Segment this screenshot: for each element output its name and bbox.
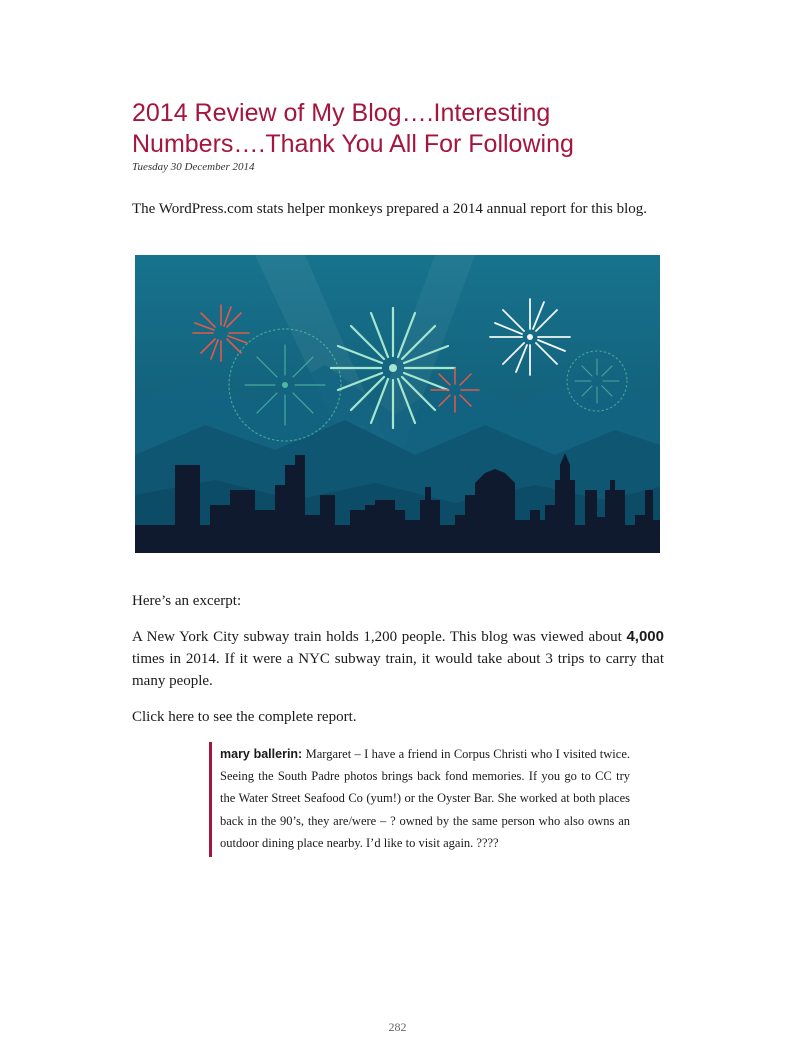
hero-image: [135, 255, 660, 553]
excerpt-text-2: times in 2014. If it were a NYC subway train, it would take about 3 trips to carry that many people.: [132, 651, 664, 689]
views-count: 4,000: [626, 628, 664, 645]
post-title: 2014 Review of My Blog….Interesting Numbers….Thank You All For Following: [132, 99, 574, 158]
excerpt-paragraph: [132, 626, 664, 692]
comment-text: Margaret – I have a friend in Corpus Christi who I visited twice. Seeing the South Padre photos brings back fond memories. If you go to CC try the Water Street Seafood Co (yum!) or the Oyster Bar. She worked at both places back in the 90’s, they are/were – ? owned by the same person who also owns an outdoor dining place nearby. I’d like to visit again. ????: [220, 747, 631, 850]
comment-author: mary ballerin:: [220, 747, 303, 761]
excerpt-text-1: A New York City subway train holds 1,200 people. This blog was viewed about: [132, 629, 627, 645]
excerpt-label: Here’s an excerpt:: [132, 593, 242, 609]
report-link[interactable]: Click here to see the complete report.: [132, 709, 357, 725]
post-date: Tuesday 30 December 2014: [132, 161, 255, 173]
fireworks-skyline-illustration: [135, 255, 660, 553]
comment-quote: [209, 742, 630, 857]
intro-paragraph: The WordPress.com stats helper monkeys prepared a 2014 annual report for this blog.: [132, 201, 648, 217]
page-number: 282: [388, 1020, 407, 1034]
